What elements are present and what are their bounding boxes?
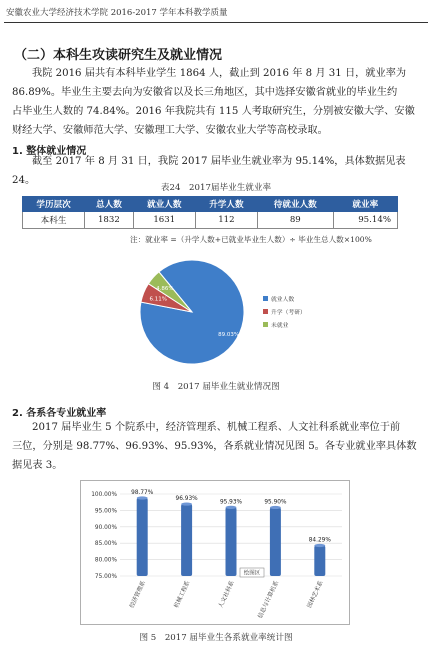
- plot-area-tooltip: 绘图区: [243, 570, 261, 577]
- page-header: 安徽农业大学经济技术学院 2016-2017 学年本科教学质量: [6, 8, 228, 18]
- legend-label: 就业人数: [271, 297, 295, 303]
- bar-top: [181, 502, 192, 505]
- legend-swatch: [263, 309, 268, 314]
- table-cell: 95.14%: [333, 212, 397, 229]
- bar-top: [137, 496, 148, 499]
- y-tick-label: 75.00%: [94, 574, 117, 580]
- table-note: 注：就业率 =（升学人数+已就业毕业生人数）÷ 毕业生总人数×100%: [130, 235, 372, 244]
- y-tick-label: 80.00%: [94, 557, 117, 564]
- x-tick-label: 经济管理系: [129, 580, 148, 610]
- y-tick-label: 90.00%: [94, 524, 117, 531]
- bar-value-label: 95.90%: [264, 499, 287, 506]
- table-header-cell: 总人数: [85, 197, 134, 212]
- bar-value-label: 84.29%: [308, 537, 331, 544]
- para1-line: 财经大学、安徽师范大学、安徽理工大学、安徽农业大学等高校录取。: [12, 125, 328, 136]
- employment-table: [22, 196, 398, 229]
- pie-slice-label: 89.03%: [218, 331, 240, 338]
- table-header-cell: 待就业人数: [257, 197, 333, 212]
- para1-line: 我院 2016 届共有本科毕业学生 1864 人，截止到 2016 年 8 月 31 日，就业率为: [32, 68, 407, 79]
- paragraph-overall: 截至 2017 年 8 月 31 日，我院 2017 届毕业生就业率为 95.14%，具体数据见表 24。: [12, 156, 406, 186]
- table-header-cell: 学历层次: [23, 197, 85, 212]
- x-tick-label: 园林艺术系: [306, 580, 325, 610]
- bar-value-label: 95.93%: [219, 499, 243, 506]
- legend-label: 未就业: [271, 323, 289, 329]
- bar-top: [226, 506, 237, 509]
- figure4-caption: 图 4 2017 届毕业生就业情况图: [152, 382, 280, 392]
- pie-slice-label: 6.11%: [149, 296, 167, 303]
- paragraph-intro: [12, 64, 420, 140]
- bar-value-label: 96.93%: [175, 496, 198, 503]
- y-tick-label: 100.00%: [91, 492, 117, 498]
- table-cell: 1832: [85, 212, 134, 229]
- pie-chart: [140, 248, 320, 378]
- legend-swatch: [263, 296, 268, 301]
- table-cell: 112: [195, 212, 257, 229]
- subheading-departments: 2. 各系各专业就业率: [12, 408, 107, 419]
- section-title: （二）本科生攻读研究生及就业情况: [14, 48, 223, 63]
- para1-line: 占毕业生人数的 74.84%。2016 年我院共有 115 人考取研究生，分别被安徽大学、安徽: [12, 106, 415, 117]
- figure5-caption: 图 5 2017 届毕业生各系就业率统计图: [139, 633, 293, 643]
- bar: [181, 504, 192, 576]
- table-header-cell: 升学人数: [195, 197, 257, 212]
- subheading-overall: 1. 整体就业情况: [12, 146, 87, 157]
- pie-slice-label: 4.86%: [156, 285, 174, 292]
- table-cell: 1631: [133, 212, 195, 229]
- x-tick-label: 人文社科系: [218, 580, 236, 610]
- bar: [314, 546, 325, 576]
- para1-line: 86.89%。毕业生主要去向为安徽省以及长三角地区，其中选择安徽省就业的毕业生约: [12, 87, 398, 98]
- table-header-row: [23, 197, 398, 212]
- x-tick-label: 信息与计算机系: [257, 580, 281, 620]
- para3-line: 据见表 3。: [12, 460, 63, 471]
- bar-value-label: 98.77%: [131, 490, 154, 497]
- para3-line: 三位，分别是 98.77%、96.93%、95.93%，各系就业情况见图 5。各专业就业率具体数: [12, 441, 417, 452]
- table-header-cell: 就业率: [333, 197, 397, 212]
- table-cell: 本科生: [23, 212, 85, 229]
- y-tick-label: 85.00%: [94, 541, 117, 548]
- x-tick-label: 机械工程系: [173, 580, 192, 610]
- para3-line: 2017 届毕业生 5 个院系中，经济管理系、机械工程系、人文社科系就业率位于前: [32, 422, 401, 433]
- legend-swatch: [263, 322, 268, 327]
- bar: [270, 507, 281, 576]
- bar-top: [270, 506, 281, 509]
- header-rule: [4, 22, 428, 23]
- bar: [137, 498, 148, 576]
- y-tick-label: 95.00%: [94, 508, 117, 515]
- bar-top: [314, 544, 325, 547]
- table-row: [23, 212, 398, 229]
- table-caption: 表24 2017届毕业生就业率: [160, 183, 272, 193]
- bar-chart: [80, 480, 350, 625]
- paragraph-departments: [12, 418, 420, 475]
- table-header-cell: 就业人数: [133, 197, 195, 212]
- bar: [226, 507, 237, 576]
- table-cell: 89: [257, 212, 333, 229]
- legend-label: 升学（考研）: [271, 310, 306, 316]
